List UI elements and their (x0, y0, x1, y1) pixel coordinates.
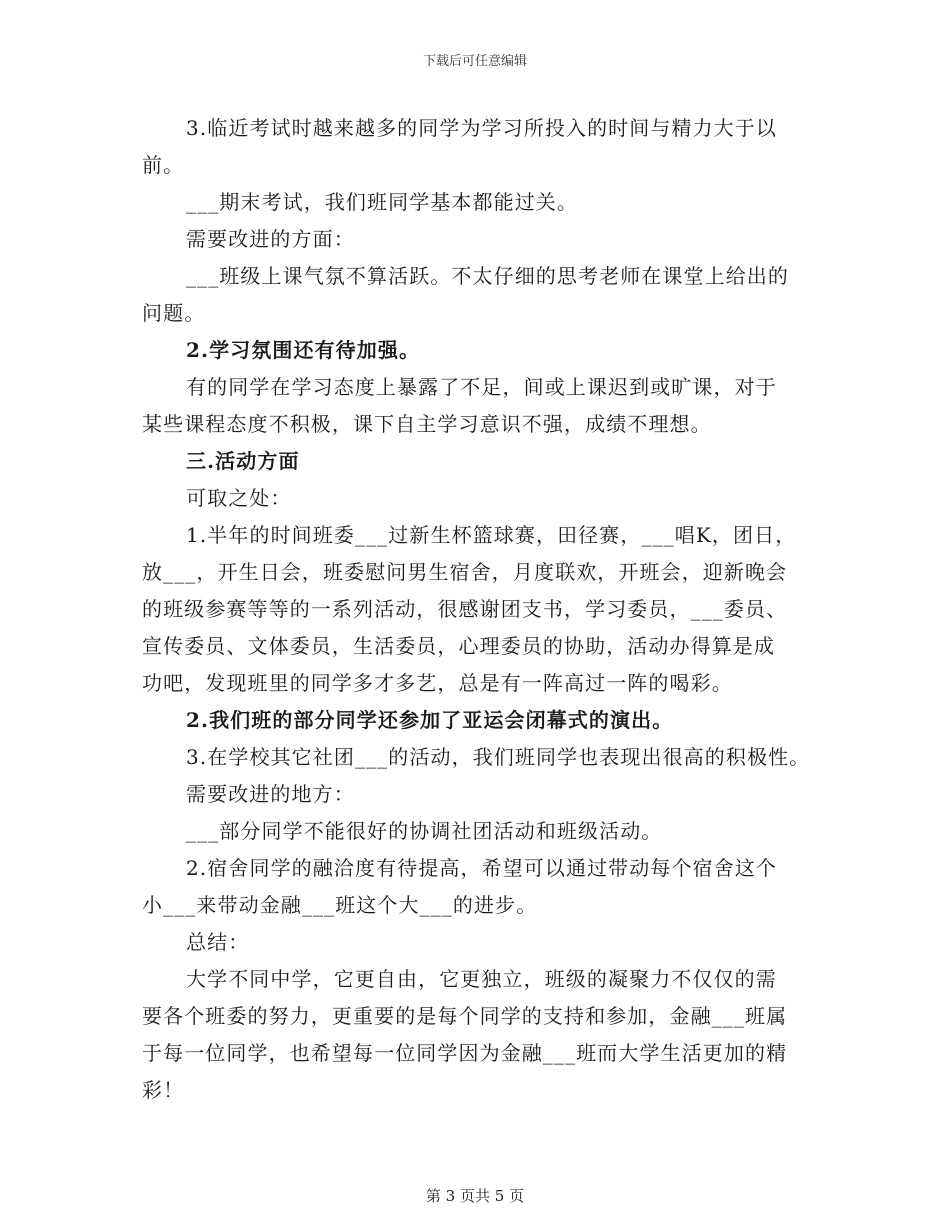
text-line: 大学不同中学，它更自由，它更独立，班级的凝聚力不仅仅的需 (186, 967, 777, 991)
text-line: 需要改进的地方： (186, 782, 355, 806)
text-line: 的班级参赛等等的一系列活动，很感谢团支书，学习委员，___委员、 (142, 597, 788, 621)
text-line: 彩！ (142, 1078, 185, 1102)
document-body (142, 110, 822, 1109)
text-line: ___部分同学不能很好的协调社团活动和班级活动。 (186, 819, 663, 843)
text-line: 前。 (142, 153, 185, 177)
text-line: 小___来带动金融___班这个大___的进步。 (142, 893, 538, 917)
text-line: ___期末考试，我们班同学基本都能过关。 (186, 190, 578, 214)
text-line: 需要改进的方面： (186, 227, 355, 251)
text-line: 放___，开生日会，班委慰问男生宿舍，月度联欢，开班会，迎新晚会 (142, 560, 788, 584)
text-line: 于每一位同学，也希望每一位同学因为金融___班而大学生活更加的精 (142, 1041, 788, 1065)
text-line: 宣传委员、文体委员，生活委员，心理委员的协助，活动办得算是成 (142, 634, 775, 658)
text-line: 要各个班委的努力，更重要的是每个同学的支持和参加，金融___班属 (142, 1004, 788, 1028)
section-heading: 三.活动方面 (186, 449, 300, 473)
text-line: 3.在学校其它社团___的活动，我们班同学也表现出很高的积极性。 (186, 745, 811, 769)
section-heading: 2.我们班的部分同学还参加了亚运会闭幕式的演出。 (186, 708, 674, 732)
text-line: 某些课程态度不积极，课下自主学习意识不强，成绩不理想。 (142, 412, 712, 436)
text-line: 3.临近考试时越来越多的同学为学习所投入的时间与精力大于以 (186, 116, 777, 140)
text-line: 功吧，发现班里的同学多才多艺，总是有一阵高过一阵的喝彩。 (142, 671, 733, 695)
text-line: 总结： (186, 930, 250, 954)
page-header: 下载后可任意编辑 (422, 54, 527, 69)
page-footer: 第 3 页共 5 页 (425, 1187, 525, 1205)
text-line: 有的同学在学习态度上暴露了不足，间或上课迟到或旷课，对于 (186, 375, 777, 399)
text-line: 1.半年的时间班委___过新生杯篮球赛，田径赛，___唱K，团日， (186, 523, 797, 547)
section-heading: 2.学习氛围还有待加强。 (186, 338, 421, 362)
text-line: 可取之处： (186, 486, 292, 510)
text-line: 问题。 (142, 301, 206, 325)
text-line: ___班级上课气氛不算活跃。不太仔细的思考老师在课堂上给出的 (186, 264, 789, 288)
text-line: 2.宿舍同学的融洽度有待提高，希望可以通过带动每个宿舍这个 (186, 856, 777, 880)
